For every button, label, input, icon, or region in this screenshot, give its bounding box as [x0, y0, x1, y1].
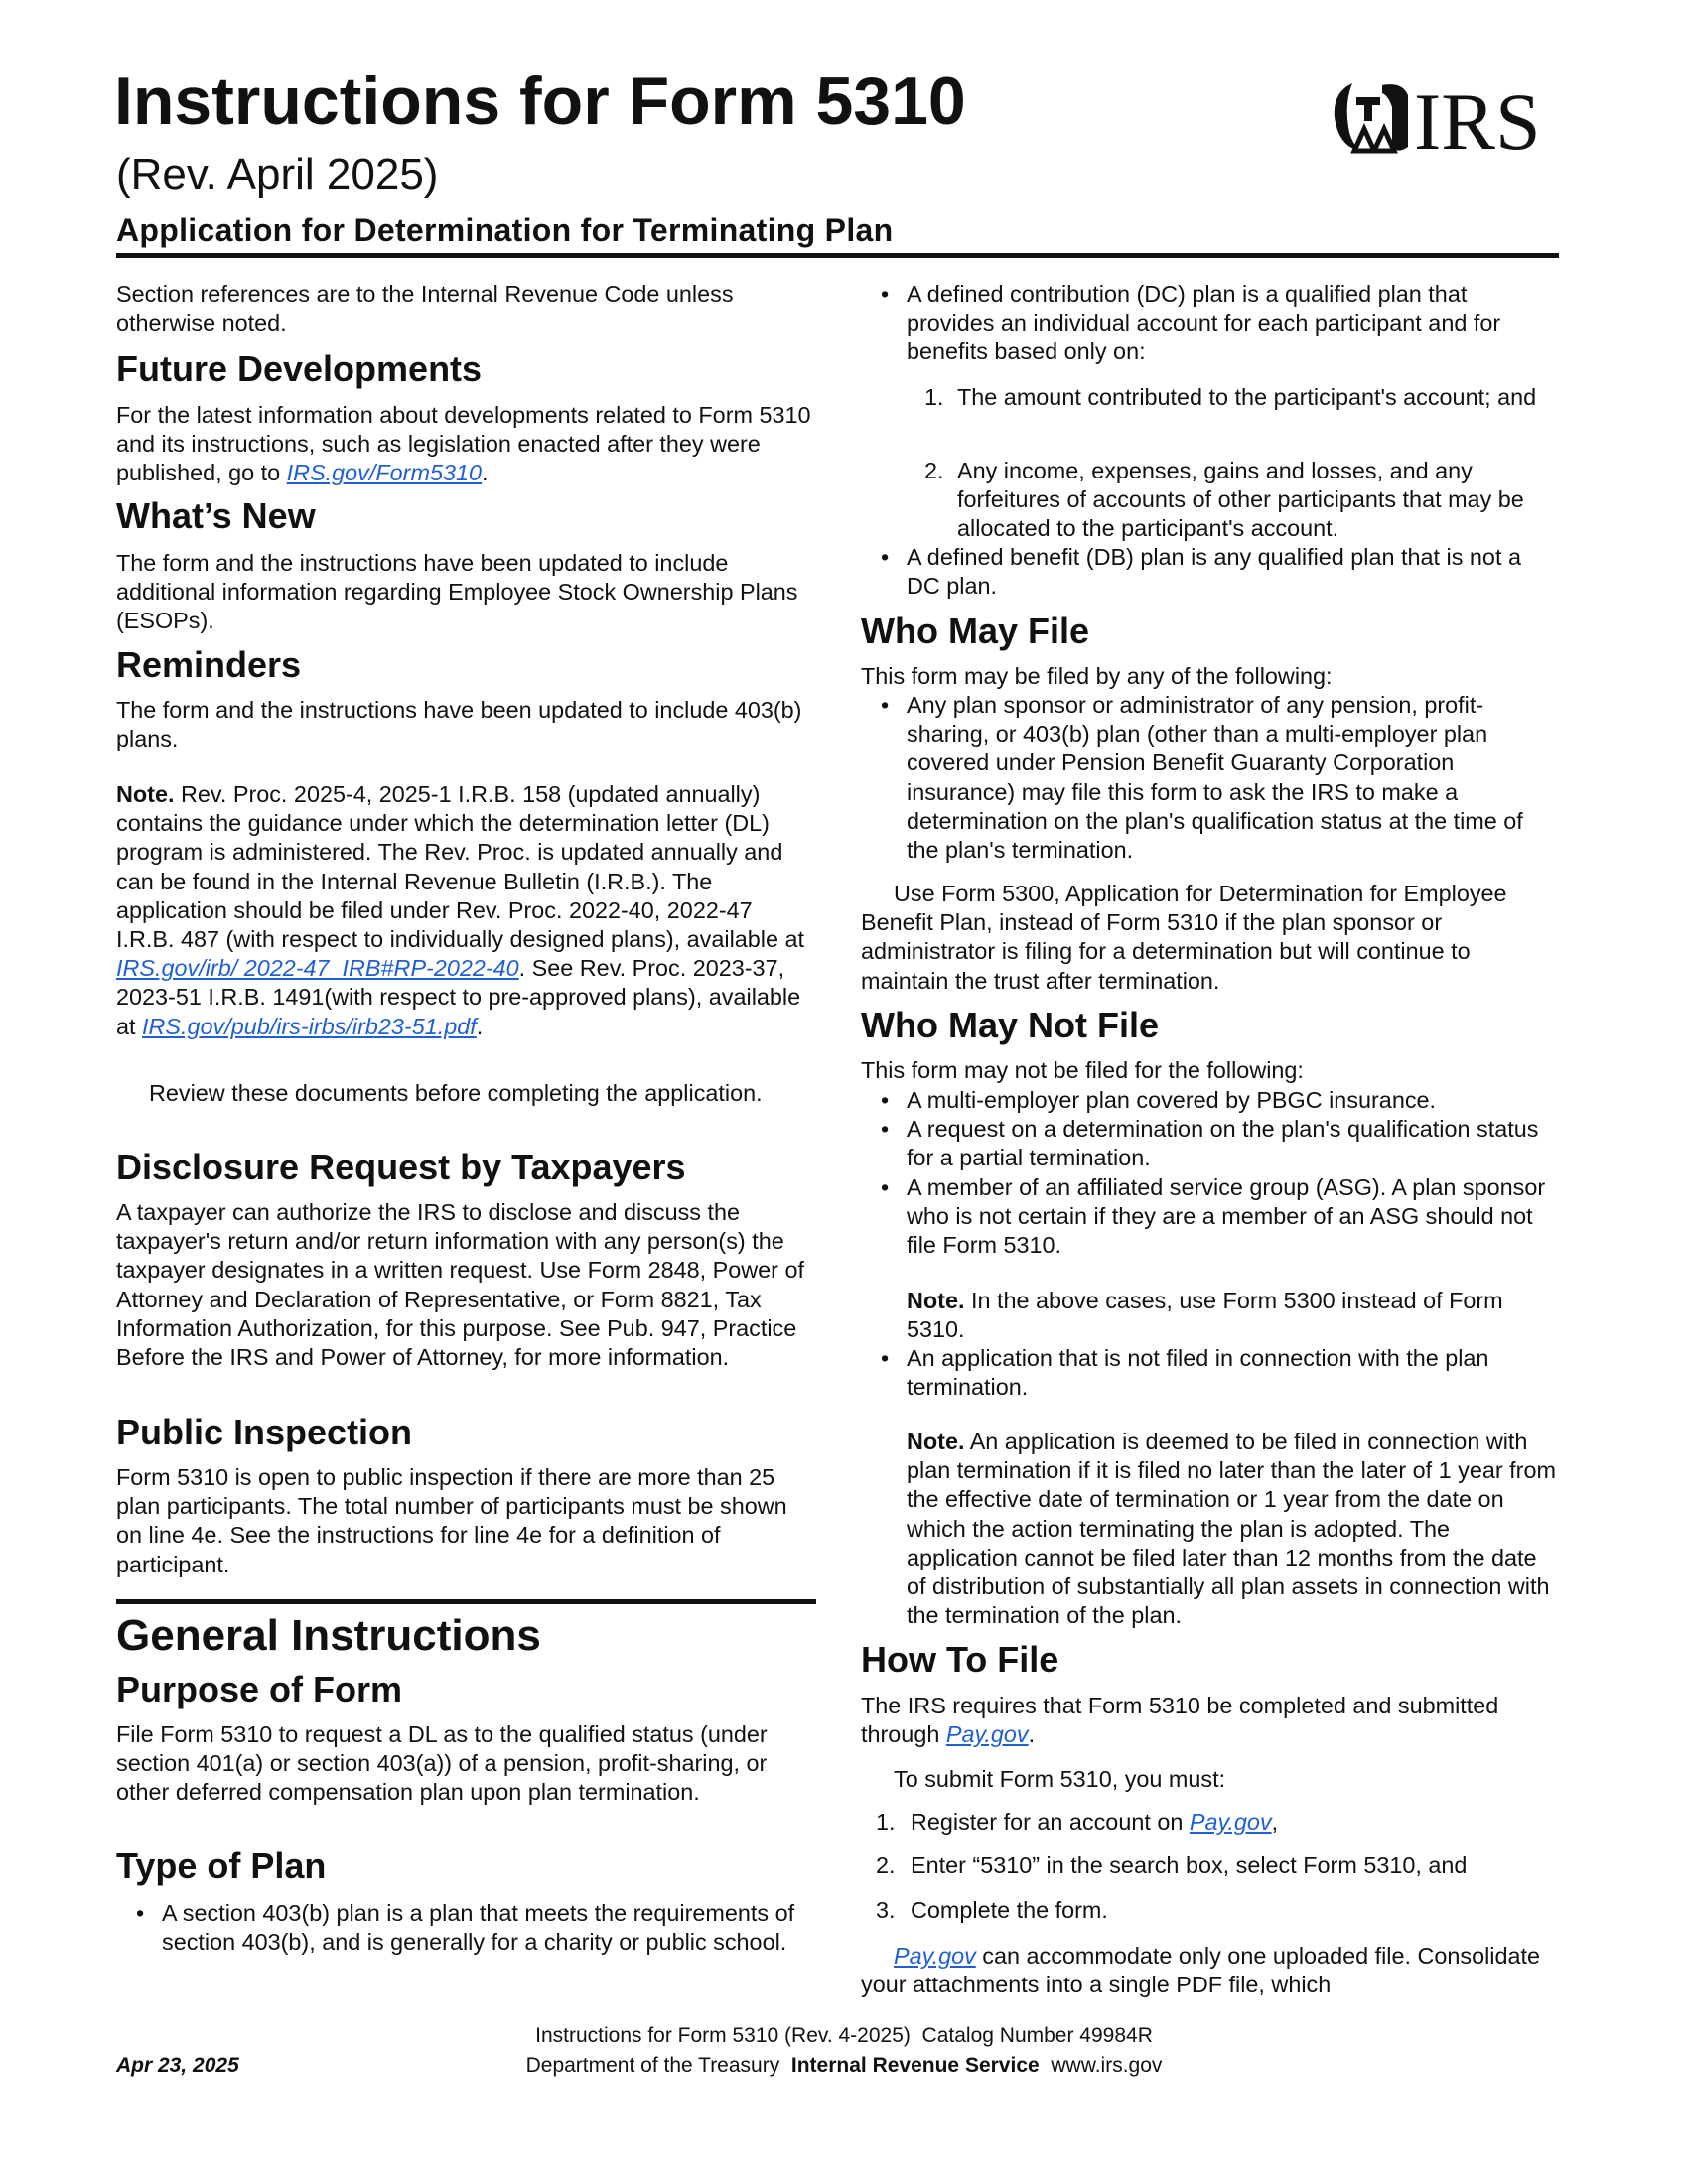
who-may-not-file-intro: This form may not be filed for the following: [861, 1057, 1304, 1083]
disclosure-text: A taxpayer can authorize the IRS to disclose and discuss the taxpayer's return and/or return information with any person(s) the taxpayer designates in a written request. Use Form 2848, Power of Attorney and Declaration of Representative, or Form 8821, Tax Information Authorization, for this purpose. See Pub. 947, Practice Before the IRS and Power of Attorney, for more information. [116, 1199, 804, 1371]
heading-type-of-plan: Type of Plan [116, 1845, 327, 1886]
heading-future-developments: Future Developments [116, 348, 483, 389]
bullet-403b: • A section 403(b) plan is a plan that meets the requirements of section 403(b), and is generally for a charity or public school. [116, 1899, 816, 1957]
footer-catalog: Instructions for Form 5310 (Rev. 4-2025) Catalog Number 49984R [535, 2024, 1153, 2047]
punct: . [481, 460, 489, 486]
paygov-link[interactable]: Pay.gov [894, 1943, 976, 1969]
step-text: Enter “5310” in the search box, select Form 5310, and [911, 1852, 1468, 1878]
irb-2022-47-link[interactable]: IRS.gov/irb/ 2022-47_IRB#RP-2022-40 [116, 955, 519, 982]
punct: , [1271, 1809, 1279, 1835]
upload-text [861, 1942, 1561, 1999]
irb23-51-link[interactable]: IRS.gov/pub/irs-irbs/irb23-51.pdf [142, 1013, 477, 1039]
whats-new-text: The form and the instructions have been updated to include additional information regarding Employee Stock Ownership Plans (ESOPs). [116, 550, 798, 634]
item-text: Any income, expenses, gains and losses, and any forfeitures of accounts of other participants that may be allocated to the participant's account. [957, 458, 1524, 542]
heading-reminders: Reminders [116, 644, 302, 685]
heading-who-may-not-file: Who May Not File [861, 1005, 1159, 1045]
list-item: • A request on a determination on the plan's qualification status for a partial termination. [861, 1115, 1561, 1172]
future-developments-text [116, 401, 816, 488]
heading-whats-new: What’s New [116, 495, 316, 536]
reminders-text: The form and the instructions have been updated to include 403(b) plans. [116, 697, 802, 752]
who-may-not-file-list [861, 1086, 1561, 1260]
how-to-file-text [861, 1692, 1561, 1749]
note-text: Rev. Proc. 2025-4, 2025-1 I.R.B. 158 (updated annually) contains the guidance under which the determination letter (DL) program is administered. The Rev. Proc. is updated annually and can be found in the Internal Revenue Bulletin (I.R.B.). The application should be filed under Rev. Proc. 2022-40, 2022-47 I.R.B. 487 (with respect to individually designed plans), available at [116, 781, 805, 953]
upload-note: can accommodate only one uploaded file. Consolidate your attachments into a single PDF file, which [861, 1943, 1541, 1998]
step-number: 2. [876, 1852, 896, 1878]
bullet-db-plan: • A defined benefit (DB) plan is any qualified plan that is not a DC plan. [861, 543, 1561, 601]
footer-agency [397, 2051, 1291, 2080]
heading-general-instructions: General Instructions [116, 1611, 541, 1660]
who-may-not-note-1 [907, 1287, 1561, 1344]
footer-date: Apr 23, 2025 [116, 2054, 239, 2077]
note-label: Note. [907, 1429, 965, 1454]
note-label: Note. [116, 781, 175, 807]
bullet-not-connected: • An application that is not filed in connection with the plan termination. [861, 1344, 1561, 1402]
footer-dept: Department of the Treasury [525, 2054, 780, 2077]
who-may-file-intro: This form may be filed by any of the following: [861, 663, 1333, 689]
heading-public-inspection: Public Inspection [116, 1412, 413, 1452]
form-subtitle: Application for Determination for Terminating Plan [116, 212, 894, 248]
reminders-note [116, 780, 816, 1041]
step-1 [861, 1808, 1561, 1837]
submit-intro: To submit Form 5310, you must: [894, 1766, 1226, 1792]
bullet-plan-sponsor: • Any plan sponsor or administrator of any pension, profit-sharing, or 403(b) plan (other than a multi-employer plan covered under Pension Benefit Guaranty Corporation insurance) may file this form to ask the IRS to make a determination on the plan's qualification status at the time of the plan's termination. [861, 691, 1561, 865]
how-text: The IRS requires that Form 5310 be completed and submitted through [861, 1693, 1499, 1748]
intro-text: Section references are to the Internal Revenue Code unless otherwise noted. [116, 281, 734, 337]
paygov-link[interactable]: Pay.gov [1189, 1809, 1272, 1835]
heading-disclosure: Disclosure Request by Taxpayers [116, 1147, 686, 1187]
step-3 [861, 1896, 1561, 1925]
revision-date: (Rev. April 2025) [116, 150, 439, 199]
form5310-link[interactable]: IRS.gov/Form5310 [286, 460, 482, 486]
dc-item-2 [861, 457, 1561, 544]
footer-irs: Internal Revenue Service [790, 2054, 1040, 2077]
irs-logo [1331, 77, 1559, 157]
header-rule [116, 253, 1559, 258]
section-rule [116, 1599, 816, 1604]
punct: . [1028, 1721, 1036, 1748]
punct: . [476, 1013, 484, 1039]
step-2 [861, 1851, 1561, 1880]
heading-how-to-file: How To File [861, 1639, 1059, 1680]
list-item: • A multi-employer plan covered by PBGC insurance. [861, 1086, 1561, 1115]
step-text: Complete the form. [911, 1897, 1108, 1923]
list-item: • A member of an affiliated service group (ASG). A plan sponsor who is not certain if they are a member of an ASG should not file Form 5310. [861, 1173, 1561, 1261]
note-text: In the above cases, use Form 5300 instead of Form 5310. [907, 1288, 1503, 1343]
who-may-not-note-2 [907, 1428, 1561, 1630]
irs-eagle-icon [1331, 77, 1559, 157]
paygov-link[interactable]: Pay.gov [945, 1721, 1029, 1748]
purpose-text: File Form 5310 to request a DL as to the qualified status (under section 401(a) or section 403(a)) of a pension, profit-sharing, or other deferred compensation plan upon plan termination. [116, 1721, 768, 1806]
future-text: For the latest information about developments related to Form 5310 and its instructions, such as legislation enacted after they were published, go to [116, 402, 811, 486]
heading-who-may-file: Who May File [861, 611, 1090, 651]
dc-item-1 [861, 383, 1561, 412]
step-number: 3. [876, 1897, 896, 1923]
page-title: Instructions for Form 5310 [114, 64, 966, 139]
heading-purpose-of-form: Purpose of Form [116, 1669, 403, 1709]
svg-text:IRS: IRS [1414, 77, 1541, 157]
bullet-dc-plan: • A defined contribution (DC) plan is a qualified plan that provides an individual account for each participant and for benefits based only on: [861, 280, 1561, 367]
use-form-5300-text: Use Form 5300, Application for Determination for Employee Benefit Plan, instead of Form 5310 if the plan sponsor or administrator is filing for a determination but will continue to maintain the trust after termination. [861, 881, 1507, 994]
note-label: Note. [907, 1288, 965, 1313]
step-number: 1. [876, 1809, 896, 1835]
item-number: 2. [924, 458, 944, 483]
note-text: . See Rev. Proc. 2023-37, 2023-51 I.R.B. 1491(with respect to pre-approved plans), available at [116, 955, 801, 1039]
step-text: Register for an account on [911, 1809, 1190, 1835]
item-number: 1. [924, 384, 944, 410]
note-text: An application is deemed to be filed in connection with plan termination if it is filed no later than the later of 1 year from the effective date of termination or 1 year from the date on which the action terminating the plan is adopted. The application cannot be filed later than 12 months from the date of distribution of substantially all plan assets in connection with the termination of the plan. [907, 1429, 1556, 1629]
review-text: Review these documents before completing the application. [149, 1080, 763, 1106]
item-text: The amount contributed to the participant's account; and [957, 384, 1537, 410]
public-inspection-text: Form 5310 is open to public inspection if there are more than 25 plan participants. The total number of participants must be shown on line 4e. See the instructions for line 4e for a definition of participant. [116, 1464, 787, 1577]
footer-web: www.irs.gov [1051, 2054, 1163, 2077]
